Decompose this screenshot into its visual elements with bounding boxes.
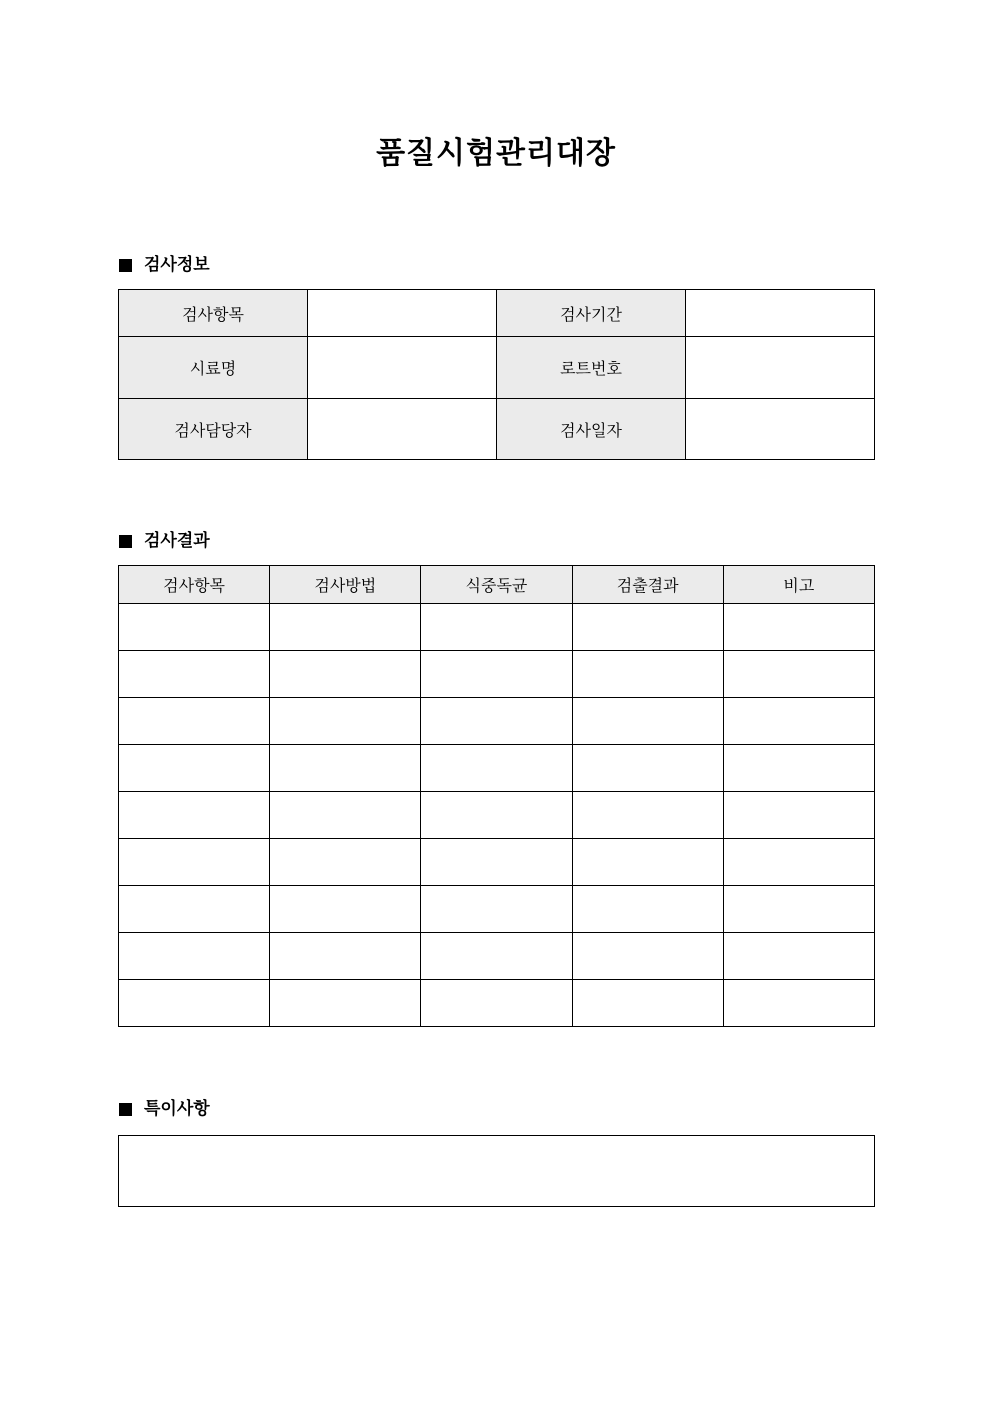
result-cell[interactable] (421, 933, 572, 980)
section-heading-inspection-info (119, 253, 210, 277)
table-row (119, 839, 875, 886)
result-cell[interactable] (572, 792, 723, 839)
column-header: 검출결과 (572, 566, 723, 604)
result-cell[interactable] (572, 886, 723, 933)
info-value-field[interactable] (686, 290, 875, 337)
result-cell[interactable] (421, 792, 572, 839)
column-header: 검사방법 (270, 566, 421, 604)
result-cell[interactable] (270, 745, 421, 792)
info-label-cell: 검사항목 (119, 290, 308, 337)
info-row (119, 290, 875, 337)
result-cell[interactable] (421, 698, 572, 745)
remarks-text-area[interactable] (118, 1135, 875, 1207)
result-cell[interactable] (270, 886, 421, 933)
result-cell[interactable] (723, 886, 874, 933)
section-heading-label: 특이사항 (144, 1099, 210, 1119)
result-cell[interactable] (119, 792, 270, 839)
table-row (119, 980, 875, 1027)
info-value-field[interactable] (308, 399, 497, 460)
result-cell[interactable] (119, 651, 270, 698)
page-title: 품질시험관리대장 (376, 136, 616, 171)
info-label-cell: 검사일자 (497, 399, 686, 460)
table-row (119, 651, 875, 698)
section-heading-label: 검사결과 (144, 531, 210, 551)
square-bullet-icon (119, 259, 132, 272)
result-cell[interactable] (723, 698, 874, 745)
info-row (119, 399, 875, 460)
table-row (119, 933, 875, 980)
result-cell[interactable] (270, 698, 421, 745)
info-value-field[interactable] (686, 337, 875, 399)
result-cell[interactable] (572, 604, 723, 651)
result-cell[interactable] (723, 651, 874, 698)
result-cell[interactable] (421, 980, 572, 1027)
result-cell[interactable] (119, 980, 270, 1027)
section-heading-remarks (119, 1097, 210, 1121)
result-cell[interactable] (119, 886, 270, 933)
result-cell[interactable] (421, 745, 572, 792)
result-cell[interactable] (119, 933, 270, 980)
result-cell[interactable] (723, 980, 874, 1027)
inspection-info-table (118, 289, 875, 460)
result-cell[interactable] (572, 651, 723, 698)
result-cell[interactable] (270, 651, 421, 698)
square-bullet-icon (119, 535, 132, 548)
table-row (119, 792, 875, 839)
result-cell[interactable] (421, 839, 572, 886)
section-heading-label: 검사정보 (144, 255, 210, 275)
table-header-row (119, 566, 875, 604)
section-heading-inspection-results (119, 529, 210, 553)
result-cell[interactable] (572, 933, 723, 980)
result-cell[interactable] (723, 745, 874, 792)
result-cell[interactable] (270, 839, 421, 886)
column-header: 식중독균 (421, 566, 572, 604)
result-cell[interactable] (723, 839, 874, 886)
info-value-field[interactable] (308, 337, 497, 399)
result-cell[interactable] (270, 980, 421, 1027)
inspection-results-table (118, 565, 875, 1027)
table-row (119, 886, 875, 933)
result-cell[interactable] (119, 604, 270, 651)
result-cell[interactable] (723, 933, 874, 980)
table-row (119, 745, 875, 792)
result-cell[interactable] (723, 792, 874, 839)
info-value-field[interactable] (308, 290, 497, 337)
result-cell[interactable] (572, 980, 723, 1027)
result-cell[interactable] (421, 886, 572, 933)
info-label-cell: 시료명 (119, 337, 308, 399)
info-label-cell: 로트번호 (497, 337, 686, 399)
result-cell[interactable] (119, 839, 270, 886)
result-cell[interactable] (572, 745, 723, 792)
info-label-cell: 검사기간 (497, 290, 686, 337)
result-cell[interactable] (421, 651, 572, 698)
info-value-field[interactable] (686, 399, 875, 460)
result-cell[interactable] (119, 698, 270, 745)
result-cell[interactable] (119, 745, 270, 792)
result-cell[interactable] (572, 839, 723, 886)
result-cell[interactable] (270, 933, 421, 980)
result-cell[interactable] (421, 604, 572, 651)
table-row (119, 698, 875, 745)
square-bullet-icon (119, 1103, 132, 1116)
table-row (119, 604, 875, 651)
info-label-cell: 검사담당자 (119, 399, 308, 460)
result-cell[interactable] (572, 698, 723, 745)
result-cell[interactable] (270, 604, 421, 651)
results-table-body (119, 604, 875, 1027)
column-header: 비고 (723, 566, 874, 604)
result-cell[interactable] (723, 604, 874, 651)
info-row (119, 337, 875, 399)
result-cell[interactable] (270, 792, 421, 839)
column-header: 검사항목 (119, 566, 270, 604)
